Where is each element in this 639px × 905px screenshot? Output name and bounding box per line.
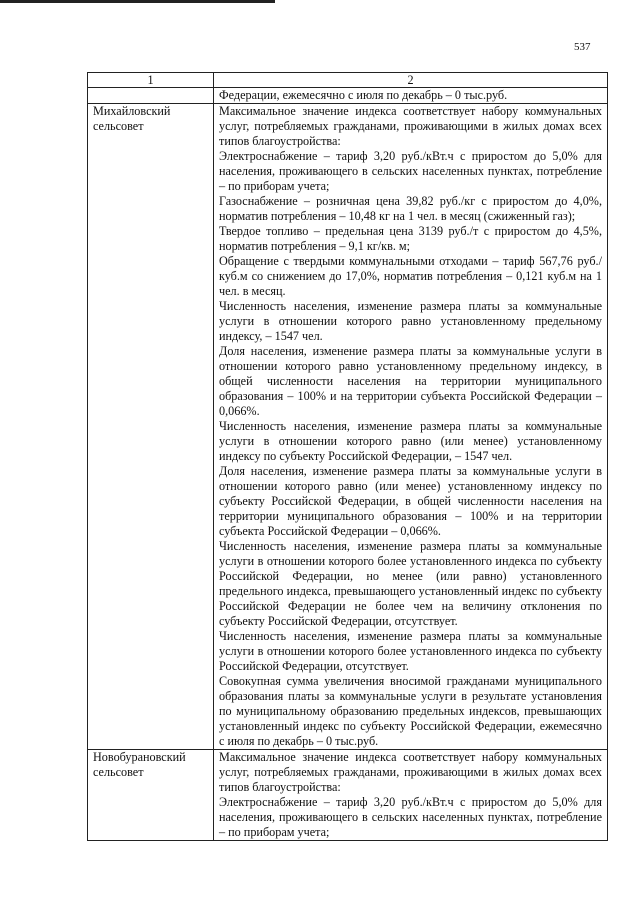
table-row bbox=[88, 104, 608, 750]
document-table bbox=[87, 72, 608, 841]
paragraph: Совокупная сумма увеличения вносимой гражданами муниципального образования платы за коммунальные услуги в результате установления по муниципальному образованию предельных индексов, превышающих установленный индекс по субъекту Российской Федерации, ежемесячно с июля по декабрь – 0 тыс.руб. bbox=[219, 674, 602, 748]
column-header-1: 1 bbox=[88, 73, 214, 88]
paragraph: Численность населения, изменение размера платы за коммунальные услуги в отношении которого равно (или менее) установленному индексу по субъекту Российской Федерации, – 1547 чел. bbox=[219, 419, 602, 463]
top-rule bbox=[0, 0, 275, 3]
paragraph: Твердое топливо – предельная цена 3139 руб./т с приростом до 4,5%, норматив потребления – 9,1 кг/кв. м; bbox=[219, 224, 602, 253]
region-description bbox=[214, 750, 608, 841]
continuation-text: Федерации, ежемесячно с июля по декабрь – 0 тыс.руб. bbox=[214, 88, 608, 104]
paragraph: Численность населения, изменение размера платы за коммунальные услуги в отношении которого более установленного индекса по субъекту Российской Федерации, отсутствует. bbox=[219, 629, 602, 673]
region-name: Михайловский сельсовет bbox=[88, 104, 214, 750]
table-header-row bbox=[88, 73, 608, 88]
paragraph: Электроснабжение – тариф 3,20 руб./кВт.ч с приростом до 5,0% для населения, проживающего в сельских населенных пунктах, потребление – по приборам учета; bbox=[219, 149, 602, 193]
paragraph: Максимальное значение индекса соответствует набору коммунальных услуг, потребляемых гражданами, проживающими в жилых домах всех типов благоустройства: bbox=[219, 104, 602, 148]
paragraph: Максимальное значение индекса соответствует набору коммунальных услуг, потребляемых гражданами, проживающими в жилых домах всех типов благоустройства: bbox=[219, 750, 602, 794]
paragraph: Доля населения, изменение размера платы за коммунальные услуги в отношении которого равно (или менее) установленному индексу по субъекту Российской Федерации, в общей численности населения на территории муниципального образования – 100% и на территории субъекта Российской Федерации – 0,066%. bbox=[219, 464, 602, 538]
paragraph: Электроснабжение – тариф 3,20 руб./кВт.ч с приростом до 5,0% для населения, проживающего в сельских населенных пунктах, потребление – по приборам учета; bbox=[219, 795, 602, 839]
region-name: Новобурановский сельсовет bbox=[88, 750, 214, 841]
table-row bbox=[88, 750, 608, 841]
paragraph: Численность населения, изменение размера платы за коммунальные услуги в отношении которого более установленного индекса по субъекту Российской Федерации, но менее (или равно) установленного предельного индекса, превышающего установленный индекс по субъекту Российской Федерации не более чем на величину отклонения по субъекту Российской Федерации, отсутствует. bbox=[219, 539, 602, 628]
region-description bbox=[214, 104, 608, 750]
column-header-2: 2 bbox=[214, 73, 608, 88]
paragraph: Обращение с твердыми коммунальными отходами – тариф 567,76 руб./куб.м со снижением до 17,0%, норматив потребления – 0,121 куб.м на 1 чел. в месяц. bbox=[219, 254, 602, 298]
continuation-row bbox=[88, 88, 608, 104]
page-number: 537 bbox=[574, 41, 591, 53]
paragraph: Доля населения, изменение размера платы за коммунальные услуги в отношении которого равно установленному предельному индексу, в общей численности населения на территории муниципального образования – 100% и на территории субъекта Российской Федерации – 0,066%. bbox=[219, 344, 602, 418]
continuation-region-cell bbox=[88, 88, 214, 104]
paragraph: Численность населения, изменение размера платы за коммунальные услуги в отношении которого равно установленному предельному индексу, – 1547 чел. bbox=[219, 299, 602, 343]
paragraph: Газоснабжение – розничная цена 39,82 руб./кг с приростом до 4,0%, норматив потребления – 10,48 кг на 1 чел. в месяц (сжиженный газ); bbox=[219, 194, 602, 223]
